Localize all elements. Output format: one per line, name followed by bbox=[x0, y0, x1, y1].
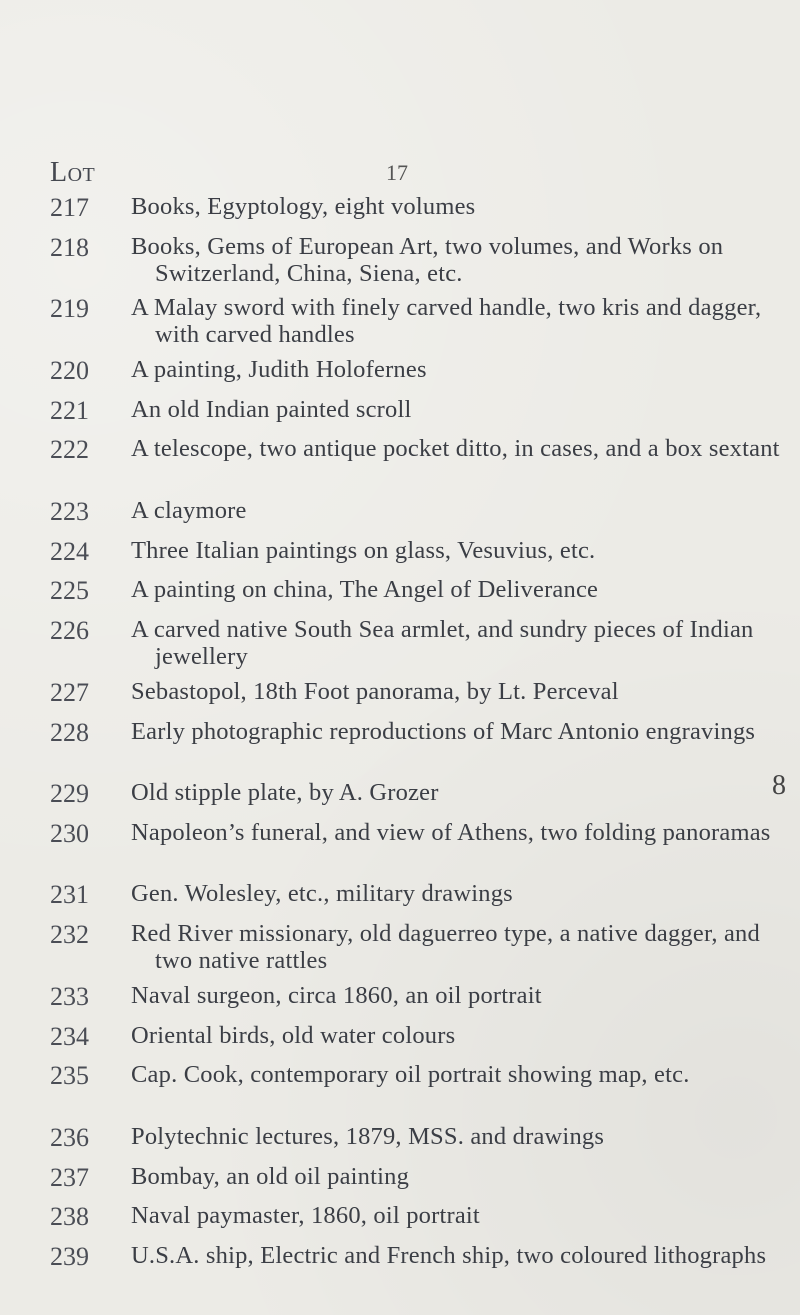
lot-description: U.S.A. ship, Electric and French ship, two coloured lithographs bbox=[131, 1242, 767, 1269]
lot-number: 224 bbox=[50, 537, 89, 566]
lot-number: 230 bbox=[50, 819, 89, 848]
lot-description: A painting on china, The Angel of Deliverance bbox=[131, 576, 599, 603]
lot-description: An old Indian painted scroll bbox=[131, 396, 412, 423]
lot-number: 234 bbox=[50, 1022, 89, 1051]
lot-description: Books, Egyptology, eight volumes bbox=[131, 193, 476, 220]
lot-number: 229 bbox=[50, 779, 89, 808]
lot-column-header: Lot bbox=[50, 157, 96, 188]
lot-description: A carved native South Sea armlet, and sundry pieces of Indian jewellery bbox=[131, 616, 754, 670]
lot-number: 239 bbox=[50, 1242, 89, 1271]
lot-description: Polytechnic lectures, 1879, MSS. and drawings bbox=[131, 1123, 605, 1150]
lot-number: 221 bbox=[50, 396, 89, 425]
page-number: 17 bbox=[386, 160, 408, 185]
lot-number: 223 bbox=[50, 497, 89, 526]
lot-number: 222 bbox=[50, 435, 89, 464]
lot-number: 227 bbox=[50, 678, 89, 707]
lot-description: Naval surgeon, circa 1860, an oil portrait bbox=[131, 982, 542, 1009]
lot-description: Three Italian paintings on glass, Vesuvius, etc. bbox=[131, 537, 596, 564]
lot-description: Old stipple plate, by A. Grozer bbox=[131, 779, 439, 806]
lot-number: 233 bbox=[50, 982, 89, 1011]
lot-description: A painting, Judith Holofernes bbox=[131, 356, 427, 383]
lot-number: 226 bbox=[50, 616, 89, 645]
lot-number: 217 bbox=[50, 193, 89, 222]
lot-description: Sebastopol, 18th Foot panorama, by Lt. Perceval bbox=[131, 678, 619, 705]
lot-description: Red River missionary, old daguerreo type, a native dagger, and two native rattles bbox=[131, 920, 760, 974]
lot-number: 225 bbox=[50, 576, 89, 605]
lot-description: Cap. Cook, contemporary oil portrait showing map, etc. bbox=[131, 1061, 690, 1088]
lot-number: 218 bbox=[50, 233, 89, 262]
lot-number: 219 bbox=[50, 294, 89, 323]
lot-description: A claymore bbox=[131, 497, 247, 524]
lot-description: Naval paymaster, 1860, oil portrait bbox=[131, 1202, 480, 1229]
lot-description: Early photographic reproductions of Marc Antonio engravings bbox=[131, 718, 756, 745]
lot-number: 237 bbox=[50, 1163, 89, 1192]
margin-mark: 8 bbox=[772, 770, 786, 801]
lot-description: A telescope, two antique pocket ditto, in cases, and a box sextant bbox=[131, 435, 780, 462]
lot-description: Gen. Wolesley, etc., military drawings bbox=[131, 880, 513, 907]
lot-number: 238 bbox=[50, 1202, 89, 1231]
lot-number: 231 bbox=[50, 880, 89, 909]
lot-description: Napoleon’s funeral, and view of Athens, two folding panoramas bbox=[131, 819, 771, 846]
lot-number: 235 bbox=[50, 1061, 89, 1090]
lot-number: 236 bbox=[50, 1123, 89, 1152]
lot-number: 220 bbox=[50, 356, 89, 385]
lot-description: Bombay, an old oil painting bbox=[131, 1163, 410, 1190]
lot-number: 232 bbox=[50, 920, 89, 949]
lot-description: Books, Gems of European Art, two volumes, and Works on Switzerland, China, Siena, etc. bbox=[131, 233, 724, 287]
lot-description: Oriental birds, old water colours bbox=[131, 1022, 456, 1049]
lot-number: 228 bbox=[50, 718, 89, 747]
lot-description: A Malay sword with finely carved handle, two kris and dagger, with carved handles bbox=[131, 294, 762, 348]
